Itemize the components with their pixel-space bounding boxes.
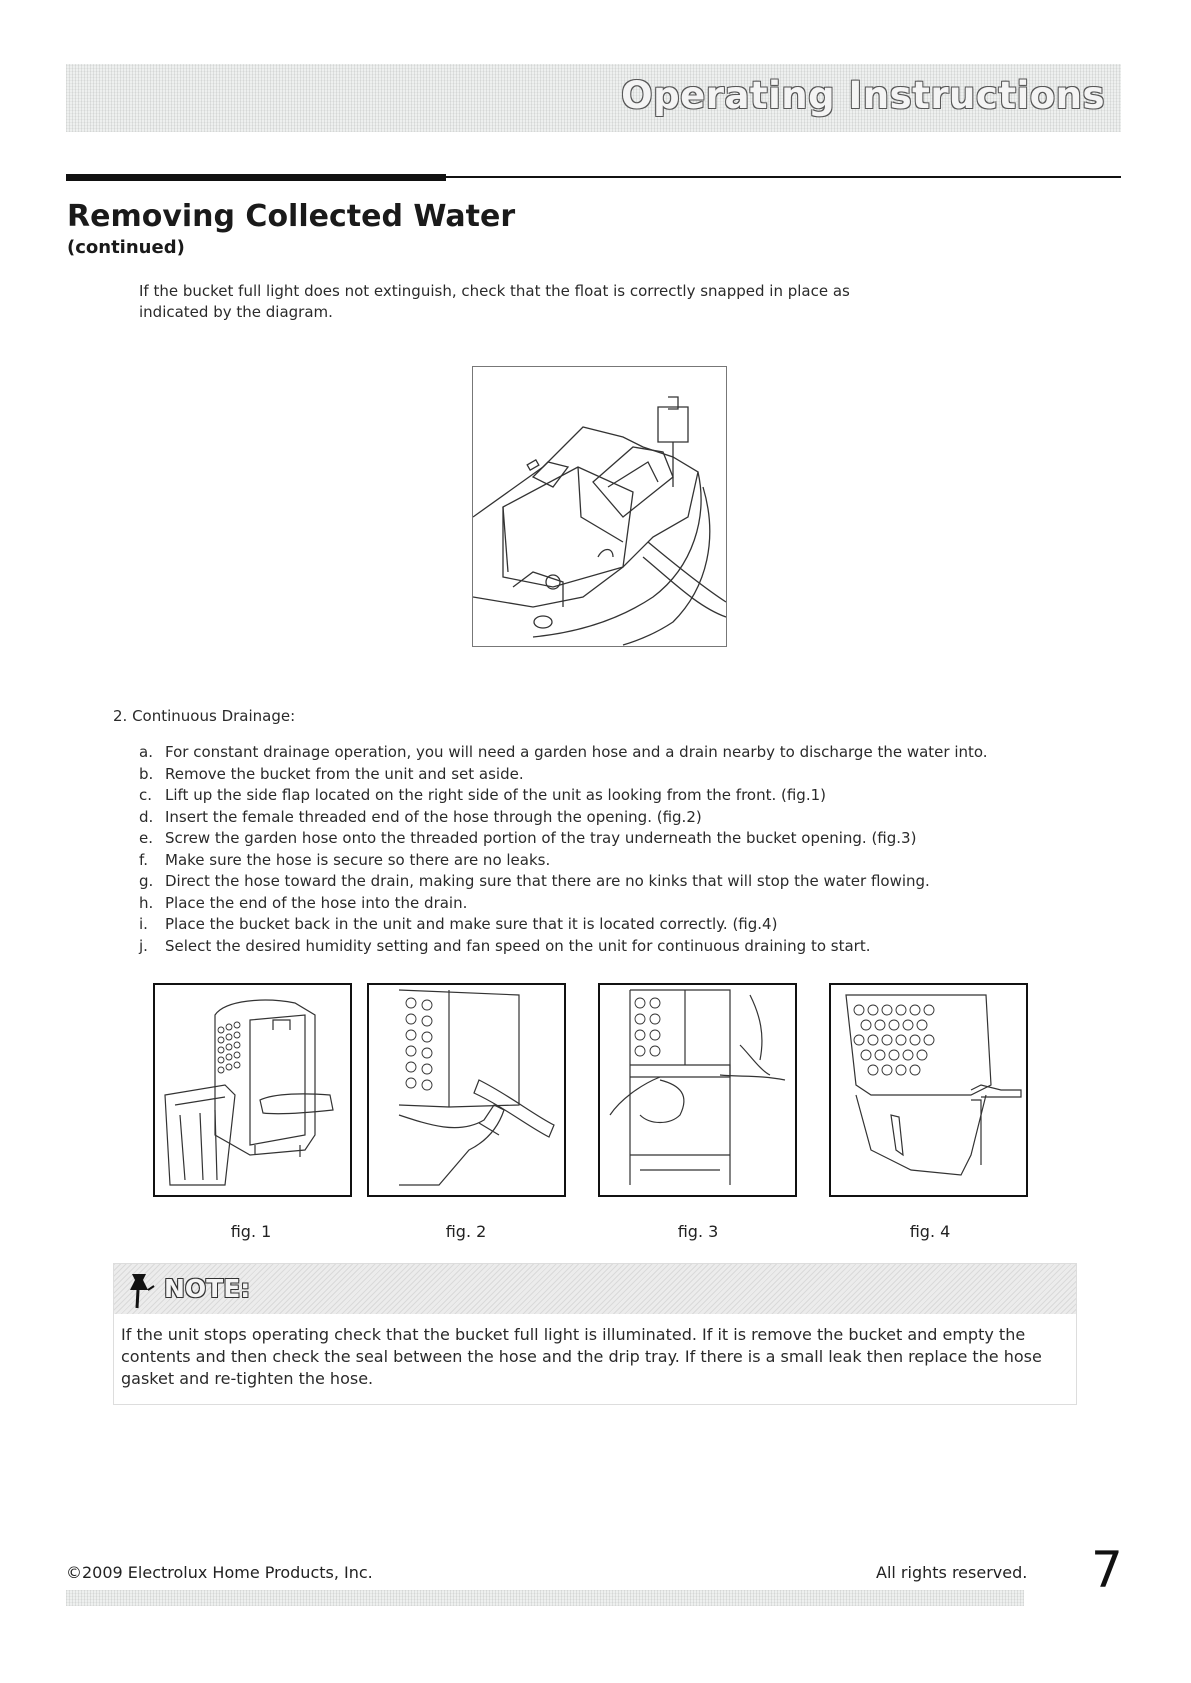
note-title: NOTE: [164, 1274, 251, 1303]
header-banner [66, 64, 1121, 132]
list-item [139, 893, 1089, 915]
figure-3 [598, 983, 797, 1197]
figure-1-caption: fig. 1 [230, 1222, 272, 1241]
section-title: Removing Collected Water [67, 199, 516, 234]
footer-copyright: ©2009 Electrolux Home Products, Inc. [66, 1563, 373, 1582]
figure-2-caption: fig. 2 [445, 1222, 487, 1241]
list-item [139, 936, 1089, 958]
list-item [139, 807, 1089, 829]
list-item-letter: g. [139, 872, 154, 890]
list-item-letter: i. [139, 915, 148, 933]
figure-2 [367, 983, 566, 1197]
note-text: If the unit stops operating check that the bucket full light is illuminated. If it is remove the bucket and empty the contents and then check the seal between the hose and the drip tray. If there is a small leak then replace the hose gasket and re-tighten the hose. [121, 1325, 1042, 1388]
list-item [139, 764, 1089, 786]
list-item-letter: a. [139, 743, 153, 761]
page-header-title: Operating Instructions [621, 74, 1105, 117]
list-item-letter: d. [139, 807, 154, 826]
list-item-letter: f. [139, 850, 148, 869]
list-item-text: Remove the bucket from the unit and set aside. [165, 764, 524, 783]
list-item-text: Place the end of the hose into the drain. [165, 893, 468, 912]
footer-rights: All rights reserved. [876, 1563, 1028, 1582]
page-number: 7 [1091, 1541, 1123, 1599]
list-item [139, 850, 1089, 872]
steps-list [139, 742, 1089, 957]
list-item-text: Lift up the side flap located on the right side of the unit as looking from the front. (fig.1) [165, 786, 826, 804]
intro-paragraph: If the bucket full light does not extinguish, check that the float is correctly snapped in place as indicated by the diagram. [139, 282, 850, 321]
section-subtitle: (continued) [67, 237, 185, 258]
figure-4 [829, 983, 1028, 1197]
step-heading: 2. Continuous Drainage: [113, 707, 296, 725]
figure-3-caption: fig. 3 [677, 1222, 719, 1241]
figure-4-caption: fig. 4 [909, 1222, 951, 1241]
footer-bar [66, 1590, 1024, 1606]
list-item-text: Select the desired humidity setting and fan speed on the unit for continuous draining to start. [165, 936, 871, 955]
list-item-letter: e. [139, 829, 153, 847]
list-item-text: Make sure the hose is secure so there are no leaks. [165, 850, 551, 869]
list-item [139, 914, 1089, 936]
list-item [139, 828, 1089, 850]
list-item-text: Insert the female threaded end of the hose through the opening. (fig.2) [165, 807, 702, 826]
pushpin-icon [124, 1270, 158, 1310]
list-item [139, 742, 1089, 764]
note-header [114, 1264, 1076, 1314]
figure-1 [153, 983, 352, 1197]
section-divider-accent [66, 174, 446, 181]
float-diagram [472, 366, 727, 647]
list-item [139, 871, 1089, 893]
list-item-text: For constant drainage operation, you will need a garden hose and a drain nearby to discharge the water into. [165, 743, 988, 761]
list-item-letter: h. [139, 893, 154, 912]
list-item [139, 785, 1089, 807]
list-item-text: Direct the hose toward the drain, making sure that there are no kinks that will stop the water flowing. [165, 872, 930, 890]
note-box [113, 1263, 1077, 1405]
list-item-text: Place the bucket back in the unit and make sure that it is located correctly. (fig.4) [165, 915, 778, 933]
list-item-letter: c. [139, 786, 153, 804]
list-item-letter: j. [139, 936, 148, 955]
list-item-letter: b. [139, 764, 154, 783]
list-item-text: Screw the garden hose onto the threaded portion of the tray underneath the bucket opening. (fig.3) [165, 829, 917, 847]
